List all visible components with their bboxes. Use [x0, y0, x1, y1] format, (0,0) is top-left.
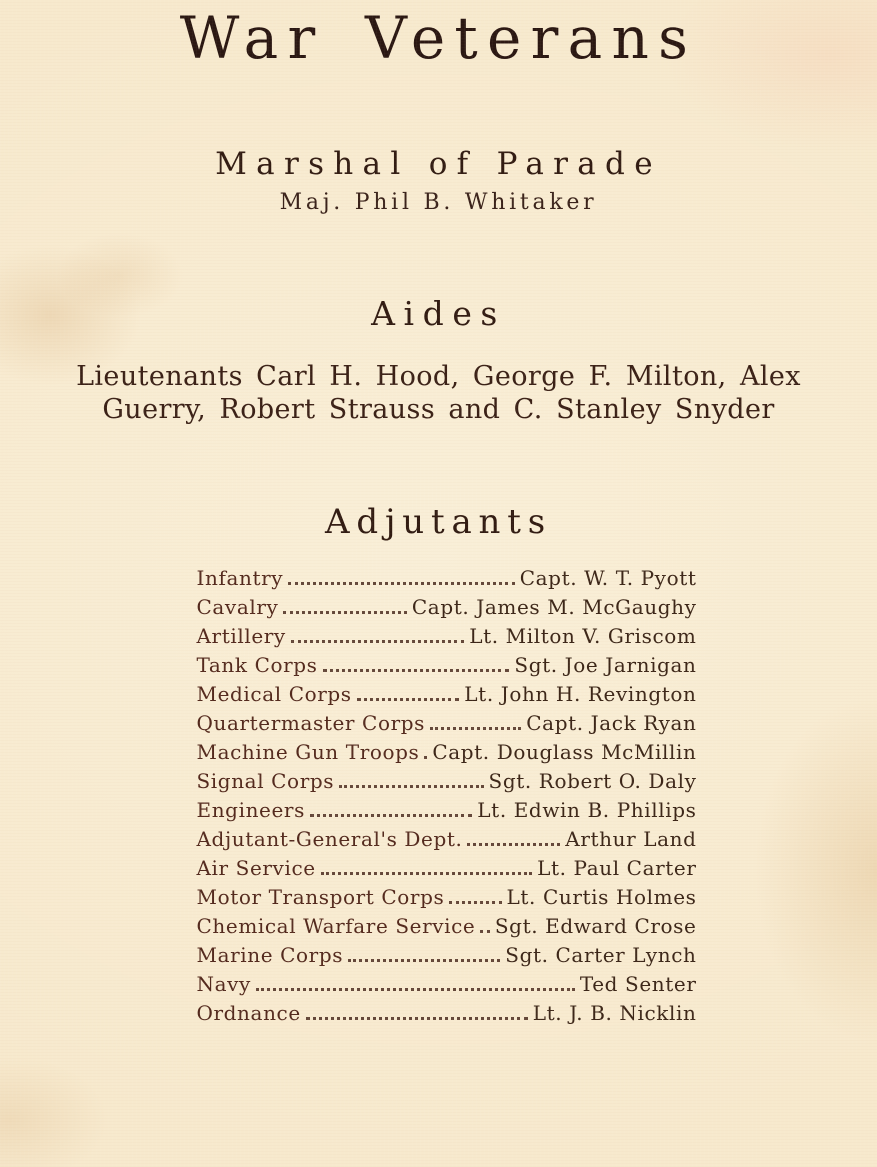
- officer-name: Ted Senter: [579, 972, 697, 996]
- dot-leader: [321, 854, 532, 875]
- adjutant-row: [197, 767, 697, 796]
- adjutant-row: [197, 825, 697, 854]
- dot-leader: [283, 593, 407, 614]
- dot-leader: [467, 825, 560, 846]
- adjutant-row: [197, 854, 697, 883]
- dot-leader: [310, 796, 472, 817]
- branch-label: Quartermaster Corps: [196, 711, 426, 735]
- adjutant-row: [197, 680, 697, 709]
- officer-name: Capt. W. T. Pyott: [519, 566, 697, 590]
- dot-leader: [424, 738, 427, 759]
- page-title: War Veterans: [179, 4, 698, 72]
- officer-name: Lt. J. B. Nicklin: [532, 1001, 697, 1025]
- adjutant-row: [197, 622, 697, 651]
- branch-label: Adjutant-General's Dept.: [196, 827, 463, 851]
- branch-label: Medical Corps: [196, 682, 352, 706]
- adjutants-list: [197, 564, 697, 1028]
- branch-label: Ordnance: [196, 1001, 301, 1025]
- dot-leader: [357, 680, 460, 701]
- adjutant-row: [197, 999, 697, 1028]
- officer-name: Sgt. Joe Jarnigan: [514, 653, 697, 677]
- adjutant-row: [197, 941, 697, 970]
- aides-names-line-2: Guerry, Robert Strauss and C. Stanley Snyder: [102, 394, 775, 425]
- branch-label: Motor Transport Corps: [196, 885, 445, 909]
- adjutant-row: [197, 796, 697, 825]
- dot-leader: [449, 883, 501, 904]
- officer-name: Sgt. Robert O. Daly: [488, 769, 697, 793]
- marshal-officer-name: Maj. Phil B. Whitaker: [279, 190, 598, 215]
- adjutant-row: [197, 564, 697, 593]
- dot-leader: [480, 912, 489, 933]
- branch-label: Infantry: [196, 566, 284, 590]
- marshal-of-parade-heading: Marshal of Parade: [215, 146, 662, 182]
- adjutant-row: [197, 651, 697, 680]
- officer-name: Capt. Douglass McMillin: [432, 740, 697, 764]
- dot-leader: [323, 651, 510, 672]
- dot-leader: [348, 941, 500, 962]
- officer-name: Lt. Curtis Holmes: [506, 885, 697, 909]
- officer-name: Sgt. Edward Crose: [494, 914, 697, 938]
- officer-name: Lt. John H. Revington: [464, 682, 697, 706]
- adjutants-heading: Adjutants: [325, 502, 552, 542]
- dot-leader: [430, 709, 521, 730]
- adjutant-row: [197, 709, 697, 738]
- officer-name: Capt. Jack Ryan: [526, 711, 697, 735]
- branch-label: Signal Corps: [196, 769, 335, 793]
- adjutant-row: [197, 593, 697, 622]
- officer-name: Capt. James M. McGaughy: [411, 595, 697, 619]
- branch-label: Tank Corps: [196, 653, 318, 677]
- adjutant-row: [197, 738, 697, 767]
- adjutant-row: [197, 883, 697, 912]
- dot-leader: [306, 999, 528, 1020]
- branch-label: Artillery: [196, 624, 286, 648]
- branch-label: Marine Corps: [196, 943, 344, 967]
- officer-name: Lt. Edwin B. Phillips: [477, 798, 697, 822]
- branch-label: Machine Gun Troops: [196, 740, 420, 764]
- adjutant-row: [197, 912, 697, 941]
- dot-leader: [288, 564, 515, 585]
- branch-label: Air Service: [196, 856, 316, 880]
- branch-label: Chemical Warfare Service: [196, 914, 476, 938]
- officer-name: Lt. Milton V. Griscom: [469, 624, 697, 648]
- branch-label: Navy: [196, 972, 251, 996]
- branch-label: Engineers: [196, 798, 305, 822]
- aides-heading: Aides: [371, 294, 506, 333]
- adjutant-row: [197, 970, 697, 999]
- aides-names-line-1: Lieutenants Carl H. Hood, George F. Milton, Alex: [76, 361, 801, 392]
- officer-name: Lt. Paul Carter: [537, 856, 697, 880]
- aides-names: [44, 360, 834, 426]
- dot-leader: [291, 622, 464, 643]
- officer-name: Arthur Land: [565, 827, 697, 851]
- officer-name: Sgt. Carter Lynch: [505, 943, 697, 967]
- dot-leader: [256, 970, 575, 991]
- branch-label: Cavalry: [196, 595, 279, 619]
- dot-leader: [339, 767, 483, 788]
